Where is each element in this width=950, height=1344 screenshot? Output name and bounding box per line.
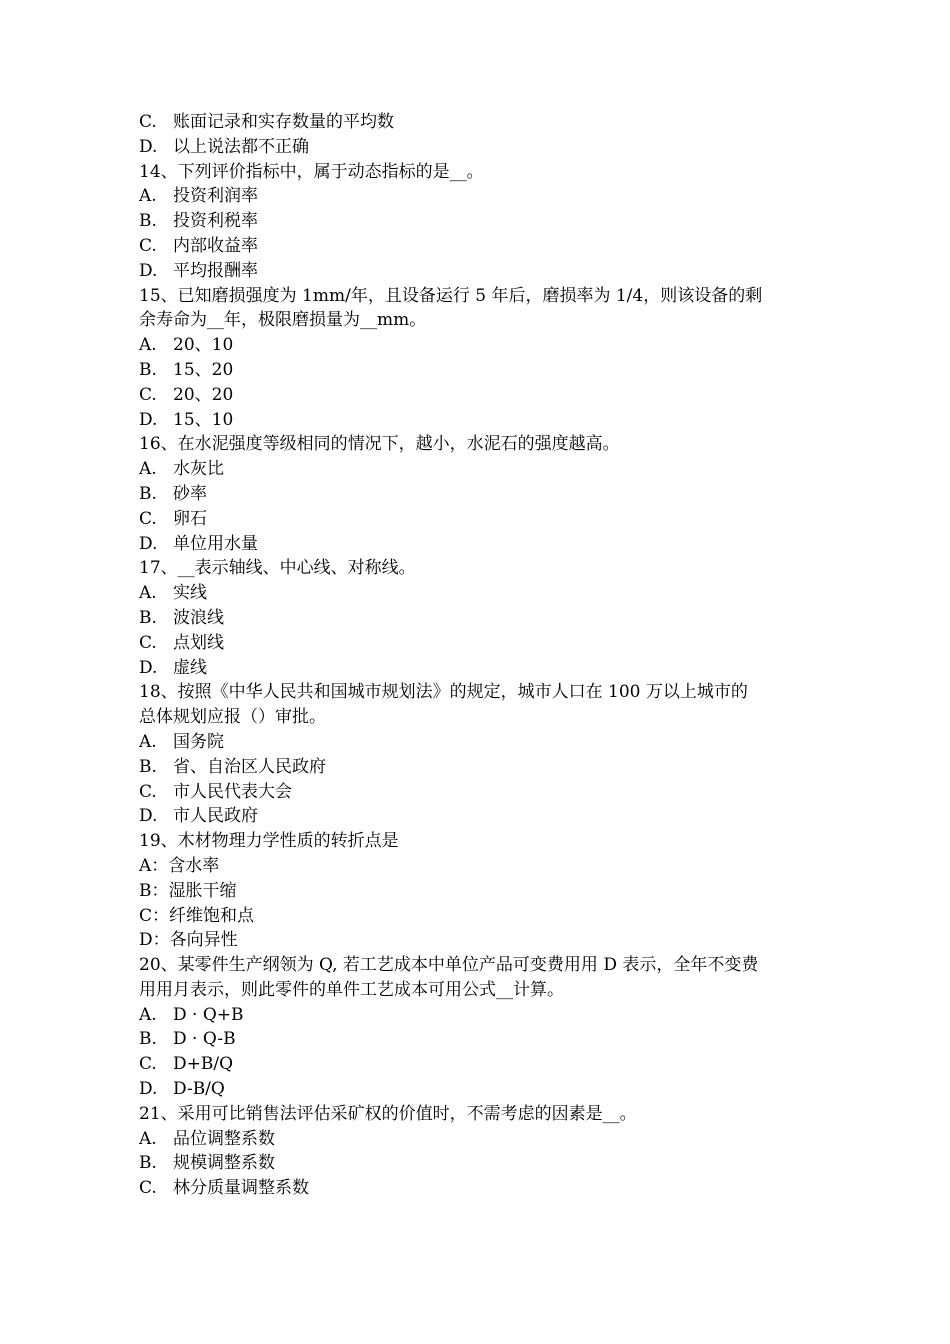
option-text: 市人民政府 (173, 806, 258, 827)
answer-option (139, 755, 829, 780)
option-letter: D. (139, 533, 158, 554)
answer-option (139, 854, 829, 879)
option-text: 单位用水量 (173, 533, 258, 554)
option-letter: A： (139, 855, 169, 876)
option-letter: C. (139, 384, 157, 405)
option-text: 省、自治区人民政府 (173, 756, 326, 777)
answer-option (139, 532, 829, 557)
option-text: 市人民代表大会 (173, 781, 292, 802)
question-line: 14、下列评价指标中，属于动态指标的是__。 (139, 161, 484, 182)
option-letter: D. (139, 409, 158, 430)
option-text: 纤维饱和点 (169, 905, 255, 926)
question-line: 17、__表示轴线、中心线、对称线。 (139, 558, 416, 579)
option-text: 实线 (173, 583, 207, 604)
answer-option (139, 581, 829, 606)
option-letter: C. (139, 508, 157, 529)
option-letter: B. (139, 1029, 157, 1050)
option-letter: A. (139, 459, 157, 480)
option-text: 投资利润率 (173, 186, 258, 207)
option-text: 波浪线 (173, 607, 224, 628)
option-text: 20、10 (173, 335, 234, 356)
answer-option (139, 209, 829, 234)
answer-option (139, 507, 829, 532)
option-text: 含水率 (168, 855, 220, 876)
answer-option (139, 110, 829, 135)
question-line: 21、采用可比销售法评估采矿权的价值时，不需考虑的因素是__。 (139, 1103, 637, 1124)
answer-option (139, 804, 829, 829)
question-line: 余寿命为__年，极限磨损量为__mm。 (139, 310, 427, 331)
option-letter: D. (139, 136, 158, 157)
answer-option (139, 1127, 829, 1152)
answer-option (139, 904, 829, 929)
option-text: 各向异性 (169, 930, 238, 951)
answer-option (139, 1003, 829, 1028)
option-text: 砂率 (173, 483, 207, 504)
option-text: 虚线 (173, 657, 207, 678)
answer-option (139, 135, 829, 160)
option-letter: D： (139, 930, 170, 951)
answer-option (139, 1176, 829, 1201)
option-letter: C. (139, 1178, 157, 1199)
option-letter: B. (139, 483, 157, 504)
answer-option (139, 631, 829, 656)
answer-option (139, 408, 829, 433)
answer-option (139, 1151, 829, 1176)
question-line: 20、某零件生产纲领为 Q, 若工艺成本中单位产品可变费用用 D 表示，全年不变费 (139, 955, 759, 976)
option-text: D · Q+B (173, 1004, 244, 1025)
answer-option (139, 606, 829, 631)
option-letter: C. (139, 781, 157, 802)
option-text: 卵石 (173, 508, 207, 529)
answer-option (139, 259, 829, 284)
option-text: 国务院 (173, 731, 224, 752)
option-text: 以上说法都不正确 (173, 136, 309, 157)
answer-option (139, 234, 829, 259)
option-letter: C. (139, 235, 157, 256)
answer-option (139, 928, 829, 953)
answer-option (139, 780, 829, 805)
option-text: 15、10 (173, 409, 234, 430)
option-text: D · Q-B (173, 1029, 236, 1050)
option-text: 账面记录和实存数量的平均数 (173, 112, 394, 132)
option-text: 湿胀干缩 (168, 880, 237, 901)
answer-option (139, 358, 829, 383)
option-text: D+B/Q (173, 1054, 234, 1075)
answer-option (139, 457, 829, 482)
option-letter: B. (139, 211, 157, 232)
answer-option (139, 1052, 829, 1077)
option-letter: B. (139, 359, 157, 380)
answer-option (139, 1027, 829, 1052)
option-text: 平均报酬率 (173, 260, 258, 281)
option-letter: B. (139, 1153, 157, 1174)
option-letter: A. (139, 731, 157, 752)
question-line: 总体规划应报（）审批。 (139, 707, 326, 728)
option-letter: B： (139, 880, 169, 901)
document-page (139, 110, 829, 1201)
option-letter: C： (139, 905, 170, 926)
option-letter: C. (139, 112, 157, 132)
question-line: 18、按照《中华人民共和国城市规划法》的规定，城市人口在 100 万以上城市的 (139, 682, 748, 703)
answer-option (139, 482, 829, 507)
option-letter: B. (139, 607, 157, 628)
option-text: 点划线 (173, 632, 224, 653)
option-text: 内部收益率 (173, 235, 258, 256)
answer-option (139, 333, 829, 358)
option-letter: C. (139, 632, 157, 653)
option-letter: D. (139, 260, 158, 281)
option-text: 20、20 (173, 384, 234, 405)
question-line: 16、在水泥强度等级相同的情况下，越小，水泥石的强度越高。 (139, 434, 620, 455)
option-text: 投资利税率 (173, 211, 258, 232)
option-letter: D. (139, 806, 158, 827)
answer-option (139, 730, 829, 755)
answer-option (139, 656, 829, 681)
option-text: 品位调整系数 (173, 1128, 275, 1149)
option-text: D-B/Q (173, 1079, 225, 1100)
option-letter: A. (139, 1128, 157, 1149)
question-line: 15、已知磨损强度为 1mm/年，且设备运行 5 年后，磨损率为 1/4，则该设备的剩 (139, 285, 763, 306)
option-text: 林分质量调整系数 (173, 1178, 309, 1199)
option-text: 15、20 (173, 359, 234, 380)
question-line: 19、木材物理力学性质的转折点是 (139, 831, 399, 852)
option-letter: A. (139, 186, 157, 207)
option-text: 规模调整系数 (173, 1153, 275, 1174)
option-letter: D. (139, 1079, 158, 1100)
option-letter: A. (139, 1004, 157, 1025)
option-letter: A. (139, 583, 157, 604)
option-letter: A. (139, 335, 157, 356)
answer-option (139, 1077, 829, 1102)
option-letter: D. (139, 657, 158, 678)
option-letter: C. (139, 1054, 157, 1075)
answer-option (139, 383, 829, 408)
option-letter: B. (139, 756, 157, 777)
option-text: 水灰比 (173, 459, 224, 480)
answer-option (139, 184, 829, 209)
question-line: 用用月表示，则此零件的单件工艺成本可用公式__计算。 (139, 979, 564, 1000)
answer-option (139, 879, 829, 904)
